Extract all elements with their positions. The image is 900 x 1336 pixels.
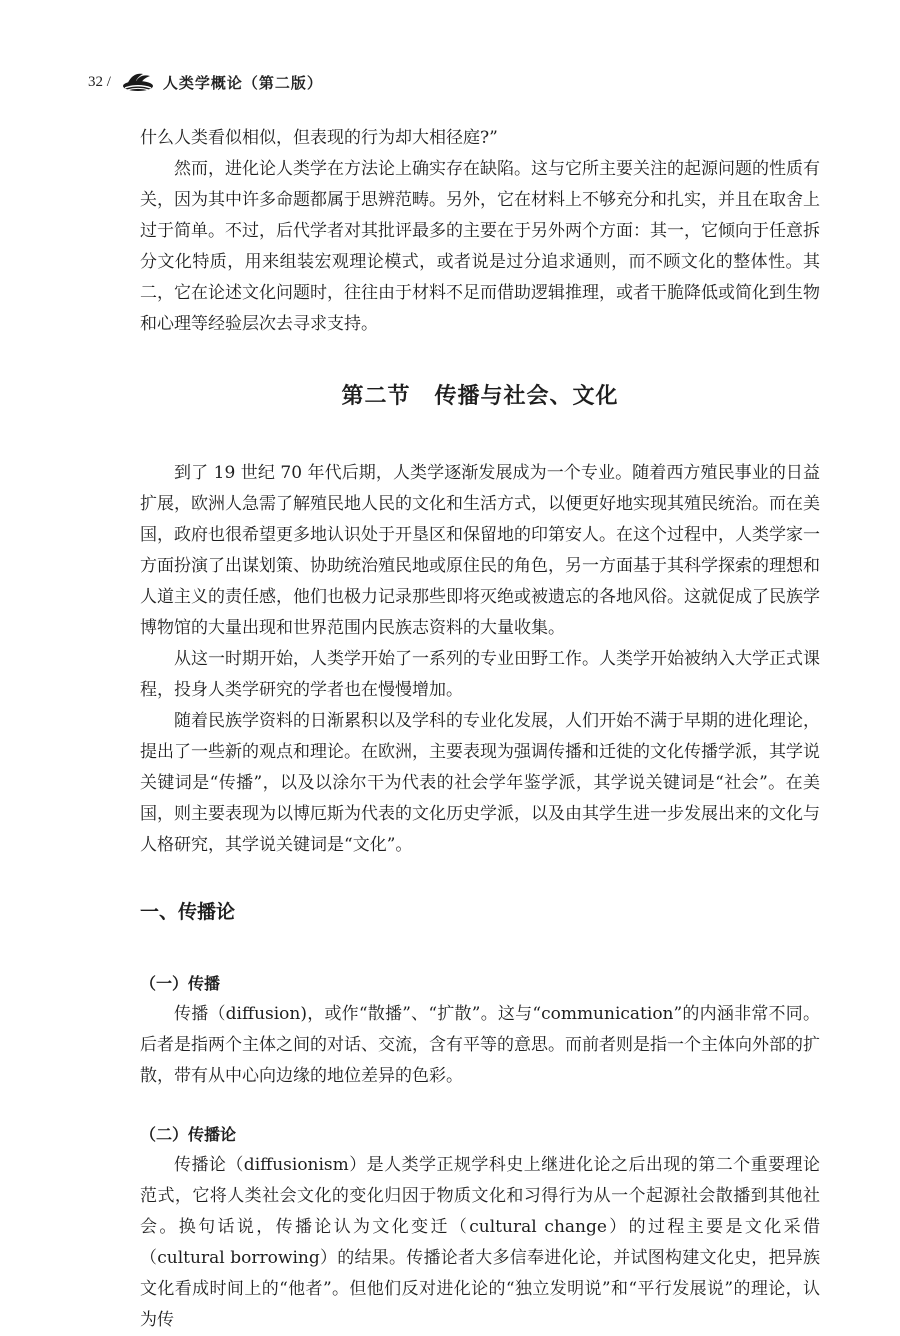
subsubsection-heading: （一）传播 — [140, 974, 221, 993]
paragraph: 到了 19 世纪 70 年代后期，人类学逐渐发展成为一个专业。随着西方殖民事业的日益扩展，欧洲人急需了解殖民地人民的文化和生活方式，以便更好地实现其殖民统治。而在美国，政府也很希望更多地认识处于开垦区和保留地的印第安人。在这个过程中，人类学家一方面扮演了出谋划策、协助统治殖民地或原住民的角色，另一方面基于其科学探索的理想和人道主义的责任感，他们也极力记录那些即将灭绝或被遗忘的各地风俗。这就促成了民族学博物馆的大量出现和世界范围内民族志资料的大量收集。 — [140, 463, 820, 638]
section-number: 第二节 — [341, 384, 411, 409]
paragraph: 从这一时期开始，人类学开始了一系列的专业田野工作。人类学开始被纳入大学正式课程，投身人类学研究的学者也在慢慢增加。 — [140, 649, 820, 700]
paragraph-continued: 什么人类看似相似，但表现的行为却大相径庭?” — [140, 128, 498, 148]
publisher-logo-icon — [121, 71, 155, 93]
paragraph: 然而，进化论人类学在方法论上确实存在缺陷。这与它所主要关注的起源问题的性质有关，因为其中许多命题都属于思辨范畴。另外，它在材料上不够充分和扎实，并且在取舍上过于简单。不过，后代学者对其批评最多的主要在于另外两个方面：其一，它倾向于任意拆分文化特质，用来组装宏观理论模式，或者说是过分追求通则，而不顾文化的整体性。其二，它在论述文化问题时，往往由于材料不足而借助逻辑推理，或者干脆降低或简化到生物和心理等经验层次去寻求支持。 — [140, 159, 820, 334]
paragraph: 传播论（diffusionism）是人类学正规学科史上继进化论之后出现的第二个重要理论范式，它将人类社会文化的变化归因于物质文化和习得行为从一个起源社会散播到其他社会。换句话说，传播论认为文化变迁（cultural change）的过程主要是文化采借（cultural borrowing）的结果。传播论者大多信奉进化论，并试图构建文化史，把异族文化看成时间上的“他者”。但他们反对进化论的“独立发明说”和“平行发展说”的理论，认为传 — [140, 1155, 820, 1330]
page-number: 32 / — [88, 73, 111, 90]
section-title — [140, 380, 820, 414]
page-body — [140, 123, 820, 1336]
subsection-heading: 一、传播论 — [140, 901, 236, 923]
subsubsection-heading: （二）传播论 — [140, 1125, 237, 1144]
paragraph: 随着民族学资料的日渐累积以及学科的专业化发展，人们开始不满于早期的进化理论，提出了一些新的观点和理论。在欧洲，主要表现为强调传播和迁徙的文化传播学派，其学说关键词是“传播”，以及以涂尔干为代表的社会学年鉴学派，其学说关键词是“社会”。在美国，则主要表现为以博厄斯为代表的文化历史学派，以及由其学生进一步发展出来的文化与人格研究，其学说关键词是“文化”。 — [140, 711, 820, 855]
running-header — [88, 66, 323, 98]
section-heading: 传播与社会、文化 — [434, 384, 619, 409]
book-title: 人类学概论（第二版） — [162, 73, 323, 92]
paragraph: 传播（diffusion)，或作“散播”、“扩散”。这与“communication”的内涵非常不同。后者是指两个主体之间的对话、交流，含有平等的意思。而前者则是指一个主体向外部的扩散，带有从中心向边缘的地位差异的色彩。 — [140, 1004, 820, 1086]
